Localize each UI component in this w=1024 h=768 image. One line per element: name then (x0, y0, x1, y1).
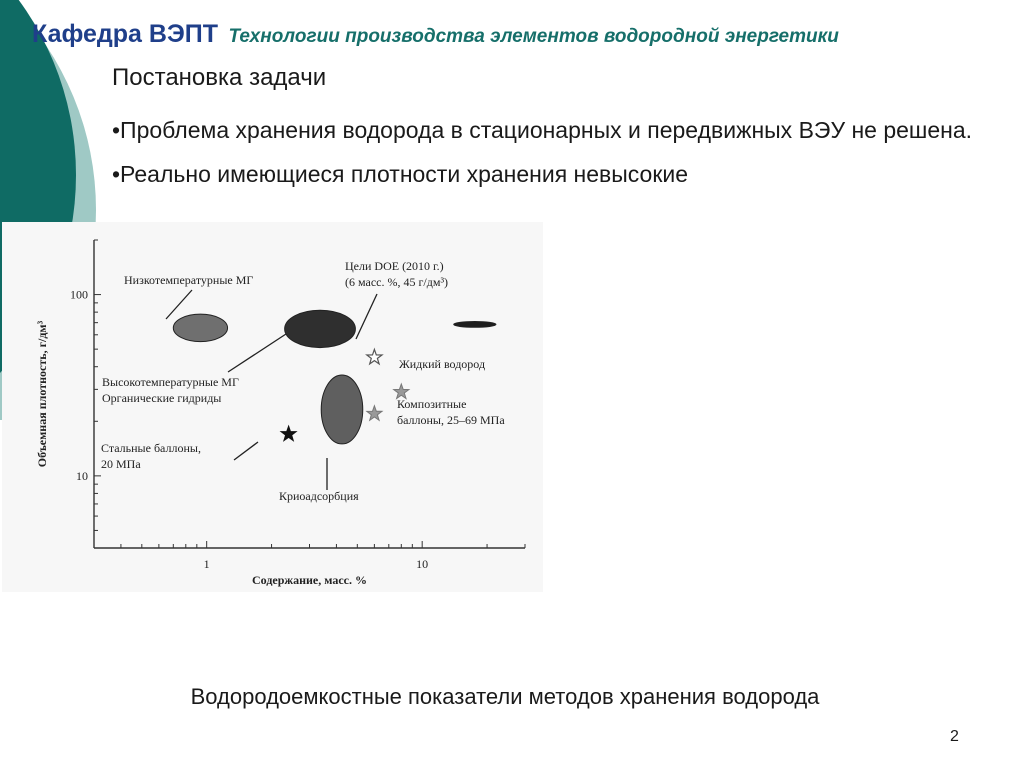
label-doe-targets-line-0: Цели DOE (2010 г.) (345, 259, 444, 273)
figure-caption: Водородоемкостные показатели методов хранения водорода (190, 684, 820, 709)
bullet-list (112, 114, 992, 202)
label-steel-tanks-line-1: 20 МПа (101, 457, 141, 471)
region-ellipse-1 (285, 310, 356, 347)
y-axis-title: Объемная плотность, г/дм³ (35, 320, 49, 468)
region-ellipse-2 (321, 375, 363, 444)
label-composite-tanks-line-1: баллоны, 25–69 МПа (397, 413, 505, 427)
leader-steel-tanks (234, 442, 258, 460)
chart-labels (101, 259, 505, 503)
page-number: 2 (950, 728, 959, 745)
y-tick-label: 10 (76, 468, 88, 483)
leader-high-temp-mh (228, 334, 286, 372)
section-title: Постановка задачи (112, 64, 327, 91)
x-tick-label: 1 (203, 557, 210, 571)
bullet-storage-problem: •Проблема хранения водорода в стационарных и передвижных ВЭУ не решена. (112, 117, 973, 143)
region-ellipse-0 (173, 314, 227, 342)
label-low-temp-mh-line-0: Низкотемпературные МГ (124, 273, 254, 287)
star-marker-3 (281, 426, 296, 441)
label-composite-tanks-line-0: Композитные (397, 397, 467, 411)
label-cryoadsorption-line-0: Криоадсорбция (279, 489, 359, 503)
y-tick-label: 100 (70, 287, 88, 302)
department-title: Кафедра ВЭПТ (32, 20, 218, 48)
label-doe-targets-line-1: (6 масс. %, 45 г/дм³) (345, 275, 449, 289)
region-ellipse-3 (454, 322, 496, 328)
label-high-temp-mh-line-1: Органические гидриды (102, 391, 222, 405)
x-axis-title: Содержание, масс. % (252, 573, 367, 587)
star-marker-1 (367, 406, 382, 421)
chart-svg (2, 222, 543, 592)
leader-doe-targets (356, 294, 377, 339)
slide-header (32, 20, 839, 49)
label-high-temp-mh-line-0: Высокотемпературные МГ (102, 375, 239, 389)
bullet-low-density: •Реально имеющиеся плотности хранения невысокие (112, 161, 689, 187)
star-marker-0 (367, 349, 382, 364)
leader-low-temp-mh (166, 290, 192, 319)
storage-density-chart (2, 222, 543, 592)
course-title: Технологии производства элементов водородной энергетики (228, 26, 839, 47)
label-liquid-h2-line-0: Жидкий водород (399, 357, 486, 371)
x-tick-label: 10 (416, 557, 429, 571)
label-steel-tanks-line-0: Стальные баллоны, (101, 441, 201, 455)
